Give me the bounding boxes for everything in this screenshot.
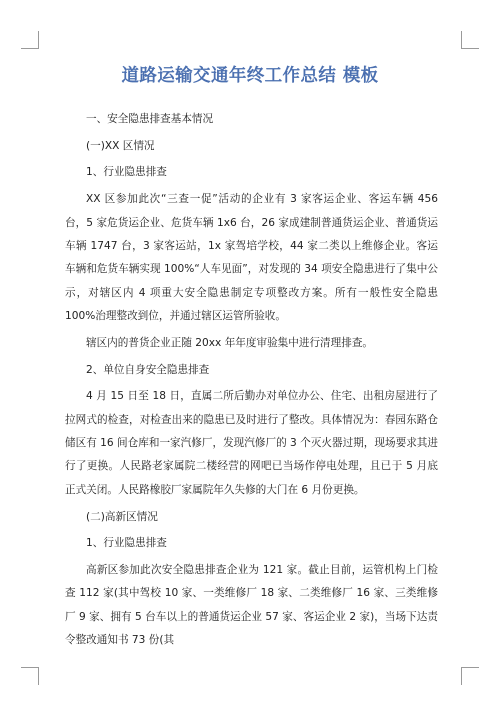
document-title: 道路运输交通年终工作总结 模板: [121, 66, 379, 86]
crop-mark-top-right: [461, 31, 479, 49]
crop-mark-top-left: [21, 31, 39, 49]
subsection-heading: (二)高新区情况: [86, 510, 158, 523]
body-paragraph: 辖区内的普货企业正随 20xx 年年度审验集中进行清理排查。: [86, 336, 374, 349]
document-body: [65, 108, 438, 656]
item-heading: 1、行业隐患排查: [86, 166, 167, 179]
body-paragraph: XX 区参加此次“三查一促”活动的企业有 3 家客运企业、客运车辆 456 台，5 家危货运企业、危货车辆 1x6 台，26 家成建制普通货运企业、普通货运车辆 1747 台，3 家客运站，1x 家驾培学校，44 家二类以上维修企业。客运车辆和危货车辆实现 100%“人车见面”，对发现的 34 项安全隐患进行了集中公示，对辖区内 4 项重大安全隐患制定专项整改方案。所有一般性安全隐患 100%治理整改到位，并通过辖区运管所验收。: [65, 193, 438, 323]
subsection-heading: (一)XX 区情况: [86, 139, 155, 152]
crop-mark-bottom-left: [21, 667, 39, 685]
crop-mark-bottom-right: [461, 667, 479, 685]
item-heading: 2、单位自身安全隐患排查: [86, 363, 210, 376]
item-heading: 1、行业隐患排查: [86, 537, 167, 550]
body-paragraph: 高新区参加此次安全隐患排查企业为 121 家。截止目前，运管机构上门检查 112 家(其中驾校 10 家、一类维修厂 18 家、二类维修厂 16 家、三类维修厂 9 家、拥有 5 台车以上的普通货运企业 57 家、客运企业 2 家)，当场下达责令整改通知书 73 份(其: [65, 563, 438, 647]
section-heading: 一、安全隐患排查基本情况: [86, 113, 214, 125]
body-paragraph: 4 月 15 日至 18 日，直属二所后勤办对单位办公、住宅、出租房屋进行了拉网式的检查，对检查出来的隐患已及时进行了整改。具体情况为：春园东路仓储区有 16 间仓库和一家汽修厂，发现汽修厂的 3 个灭火器过期，现场要求其进行了更换。人民路老家属院二楼经营的网吧已当场作停电处理，且已于 5 月底正式关闭。人民路橡胶厂家属院年久失修的大门在 6 月份更换。: [65, 390, 438, 496]
